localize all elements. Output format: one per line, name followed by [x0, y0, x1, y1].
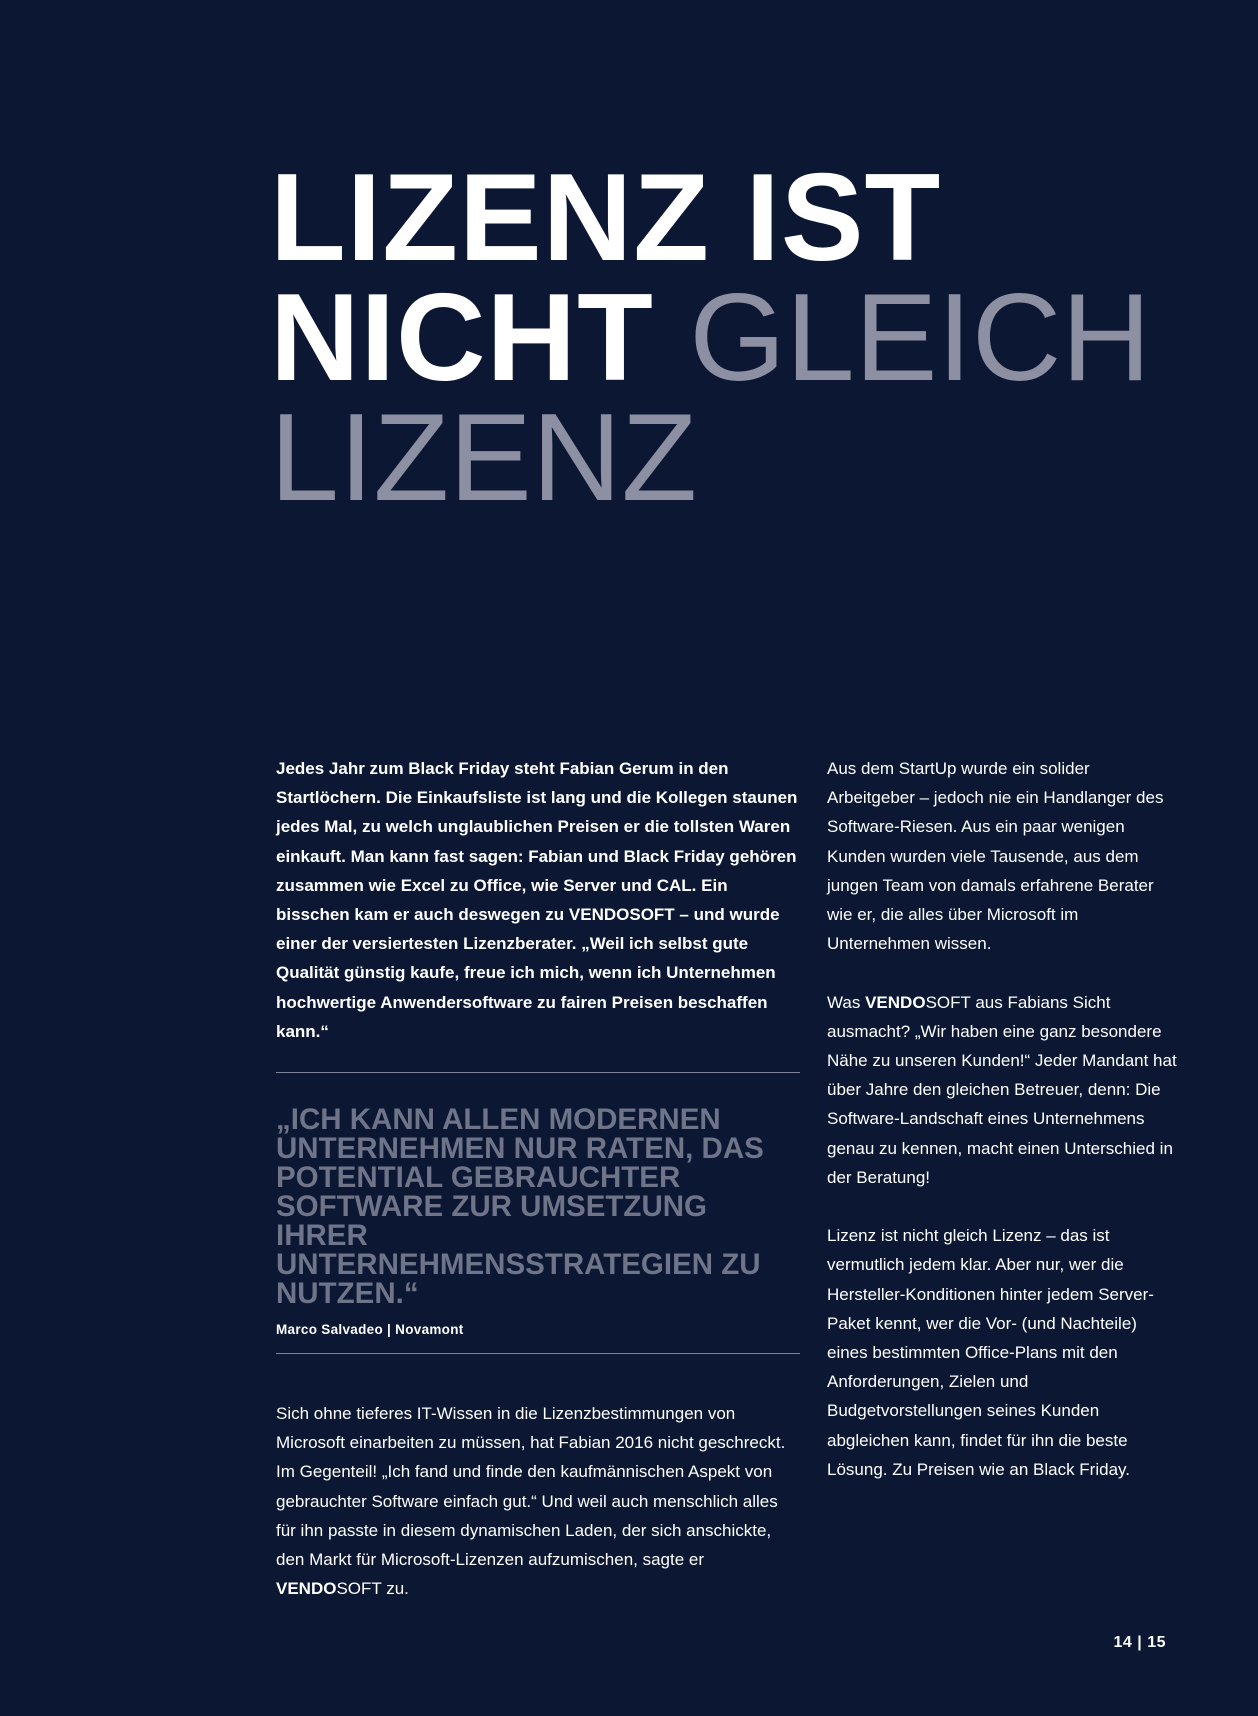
right-p2-brand-bold: VENDO [865, 992, 926, 1012]
left-column [276, 754, 800, 1603]
right-p2-text-b: aus Fabians Sicht ausmacht? „Wir haben eine ganz besondere Nähe zu unseren Kunden!“ Jeder Mandant hat über Jahre den gleichen Betreuer, denn: Die Software-Landschaft eines Unternehmens genau zu kennen, macht einen Unterschied in der Beratung! [827, 992, 1177, 1187]
headline-line2-bold: NICHT [270, 269, 654, 407]
left-body-brand-bold: VENDO [276, 1579, 337, 1599]
right-paragraph-2 [827, 988, 1179, 1192]
intro-paragraph [276, 754, 800, 1046]
page-numbers: 14 | 15 [1113, 1634, 1166, 1651]
intro-text-a: Jedes Jahr zum Black Friday steht Fabian Gerum in den Startlöchern. Die Einkaufsliste ist lang und die Kollegen staunen jedes Mal, zu welch unglaublichen Preisen er die tollsten Waren einkauft. Man kann fast sagen: Fabian und Black Friday gehören zusammen wie Excel zu Office, wie Server und CAL. Ein bisschen kam er auch deswegen zu [276, 759, 798, 925]
headline-line1: LIZENZ IST [270, 149, 942, 287]
quote-rule-top [276, 1072, 800, 1073]
left-body-text-b: zu. [381, 1579, 409, 1599]
left-body-text-a: Sich ohne tieferes IT-Wissen in die Lizenzbestimmungen von Microsoft einarbeiten zu müssen, hat Fabian 2016 nicht geschreckt. Im Gegenteil! „Ich fand und finde den kaufmännischen Aspekt von gebrauchter Software einfach gut.“ Und weil auch menschlich alles für ihn passte in diesem dynamischen Laden, der sich anschickte, den Markt für Microsoft-Lizenzen aufzumischen, sagte er [276, 1404, 786, 1570]
intro-brand-bold: VENDO [568, 905, 630, 925]
right-paragraph-1: Aus dem StartUp wurde ein solider Arbeitgeber – jedoch nie ein Handlanger des Software-Riesen. Aus ein paar wenigen Kunden wurden viele Tausende, aus dem jungen Team von damals erfahrene Berater wie er, die alles über Microsoft im Unternehmen wissen. [827, 759, 1164, 954]
right-p2-text-a: Was [827, 992, 866, 1012]
pull-quote: „ICH KANN ALLEN MODERNEN UNTERNEHMEN NUR RATEN, DAS POTENTIAL GEBRAUCHTER SOFTWARE ZUR UMSETZUNG IHRER UNTERNEHMENSSTRATEGIEN ZU NUTZEN.“ [276, 1103, 764, 1311]
headline [270, 149, 1151, 527]
left-body-paragraph [276, 1399, 800, 1603]
right-p2-brand-light: SOFT [925, 992, 971, 1012]
left-body-brand-light: SOFT [336, 1579, 382, 1599]
right-column [827, 754, 1179, 1484]
intro-brand-light: SOFT [629, 905, 675, 925]
headline-line2-light: GLEICH [689, 269, 1151, 407]
headline-line3-light: LIZENZ [270, 389, 698, 527]
right-paragraph-3: Lizenz ist nicht gleich Lizenz – das ist vermutlich jedem klar. Aber nur, wer die Hersteller-Konditionen hinter jedem Server-Paket kennt, wer die Vor- (und Nachteile) eines bestimmten Office-Plans mit den Anforderungen, Zielen und Budgetvorstellungen seines Kunden abgleichen kann, findet für ihn die beste Lösung. Zu Preisen wie an Black Friday. [827, 1226, 1154, 1479]
quote-rule-bottom [276, 1353, 800, 1354]
intro-text-b: – und wurde einer der versiertesten Lizenzberater. „Weil ich selbst gute Qualität günstig kaufe, freue ich mich, wenn ich Unternehmen hochwertige Anwendersoftware zu fairen Preisen beschaffen kann.“ [276, 905, 780, 1041]
quote-author: Marco Salvadeo | Novamont [276, 1322, 464, 1338]
